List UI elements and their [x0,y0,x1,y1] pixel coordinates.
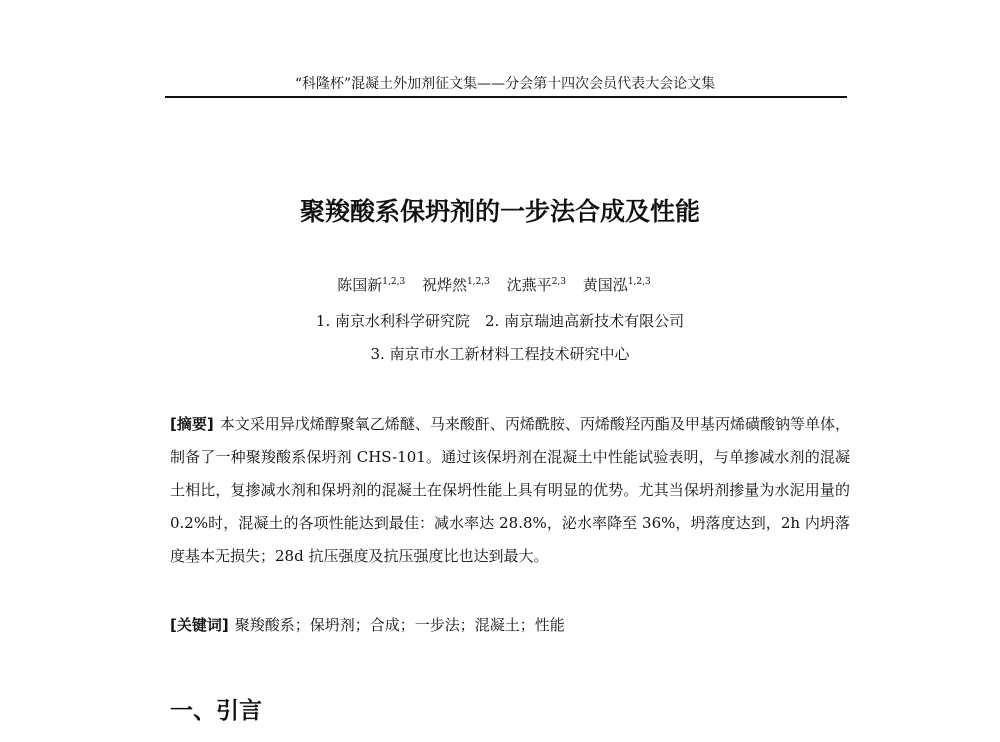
affiliation-line: 3. 南京市水工新材料工程技术研究中心 [370,345,630,363]
abstract-label: [摘要] [170,415,214,433]
author-affiliation: 1,2,3 [466,277,490,287]
keywords-label: [关键词] [170,616,229,634]
affiliation-line: 1. 南京水利科学研究院 2. 南京瑞迪高新技术有限公司 [315,312,685,330]
header-rule [165,96,847,98]
author-affiliation: 2,3 [551,277,567,287]
abstract [170,408,850,573]
author-name: 黄国泓 [582,276,628,294]
author-name: 祝烨然 [421,276,467,294]
author-list [0,274,1000,295]
abstract-text: 本文采用异戊烯醇聚氧乙烯醚、马来酸酐、丙烯酰胺、丙烯酸羟丙酯及甲基丙烯磺酸钠等单体，制备了一种聚羧酸系保坍剂 CHS-101。通过该保坍剂在混凝土中性能试验表明，与单掺减水剂的混凝土相比，复掺减水剂和保坍剂的混凝土在保坍性能上具有明显的优势。尤其当保坍剂掺量为水泥用量的 0.2%时，混凝土的各项性能达到最佳：减水率达 28.8%，泌水率降至 36%，坍落度达到，2h 内坍落度基本无损失；28d 抗压强度及抗压强度比也达到最大。 [170,415,850,565]
keywords-text: 聚羧酸系；保坍剂；合成；一步法；混凝土；性能 [234,616,565,634]
keywords [170,609,850,642]
section-heading: 一、引言 [170,698,262,724]
author-name: 沈燕平 [506,276,552,294]
author-affiliation: 1,2,3 [382,277,406,287]
author-name: 陈国新 [337,276,383,294]
running-header: “科隆杯”混凝土外加剂征文集——分会第十四次会员代表大会论文集 [294,76,716,92]
author-affiliation: 1,2,3 [627,277,651,287]
paper-title: 聚羧酸系保坍剂的一步法合成及性能 [299,197,700,226]
